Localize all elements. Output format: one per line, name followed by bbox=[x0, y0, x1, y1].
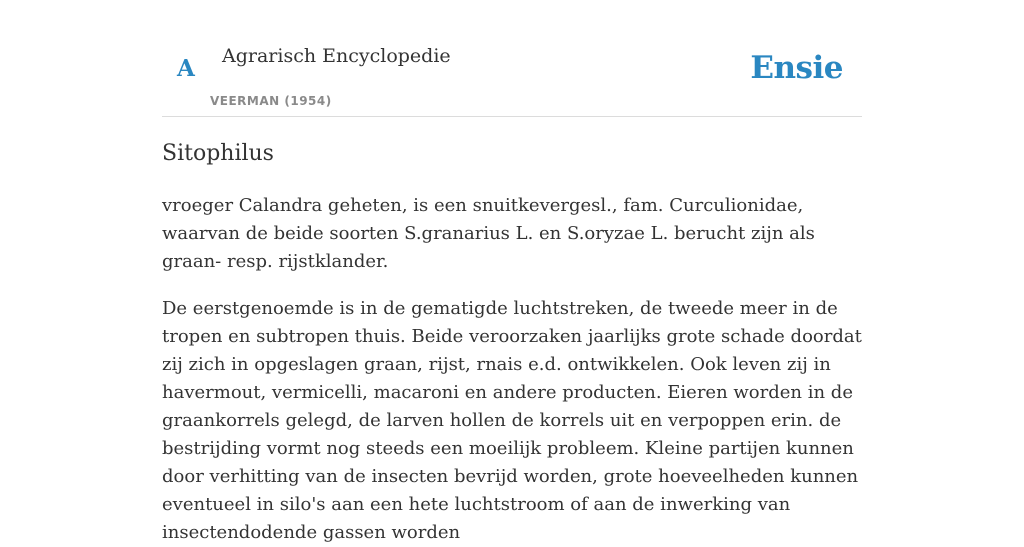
encyclopedia-title-link[interactable]: Agrarisch Encyclopedie bbox=[222, 45, 451, 67]
article-paragraph: vroeger Calandra geheten, is een snuitkevergesl., fam. Curculionidae, waarvan de beide soorten S.granarius L. en S.oryzae L. berucht zijn als graan- resp. rijstklander. bbox=[162, 195, 815, 272]
article-paragraph: De eerstgenoemde is in de gematigde luchtstreken, de tweede meer in de tropen en subtropen thuis. Beide veroorzaken jaarlijks grote schade doordat zij zich in opgeslagen graan, rijst, rnais e.d. ontwikkelen. Ook leven zij in havermout, vermicelli, macaroni en andere producten. Eieren worden in de graankorrels gelegd, de larven hollen de korrels uit en verpoppen erin. de bestrijding vormt nog steeds een moeilijk probleem. Kleine partijen kunnen door verhitting van de insecten bevrijd worden, grote hoeveelheden kunnen eventueel in silo's aan een hete luchtstroom of aan de inwerking van insectendodende gassen worden bbox=[162, 298, 862, 543]
page-header bbox=[162, 0, 862, 117]
index-letter-link[interactable]: A bbox=[177, 55, 195, 82]
article-title: Sitophilus bbox=[162, 141, 274, 166]
author-byline: VEERMAN (1954) bbox=[210, 94, 332, 108]
article bbox=[162, 138, 862, 547]
ensie-logo-link[interactable]: Ensie bbox=[750, 50, 843, 86]
